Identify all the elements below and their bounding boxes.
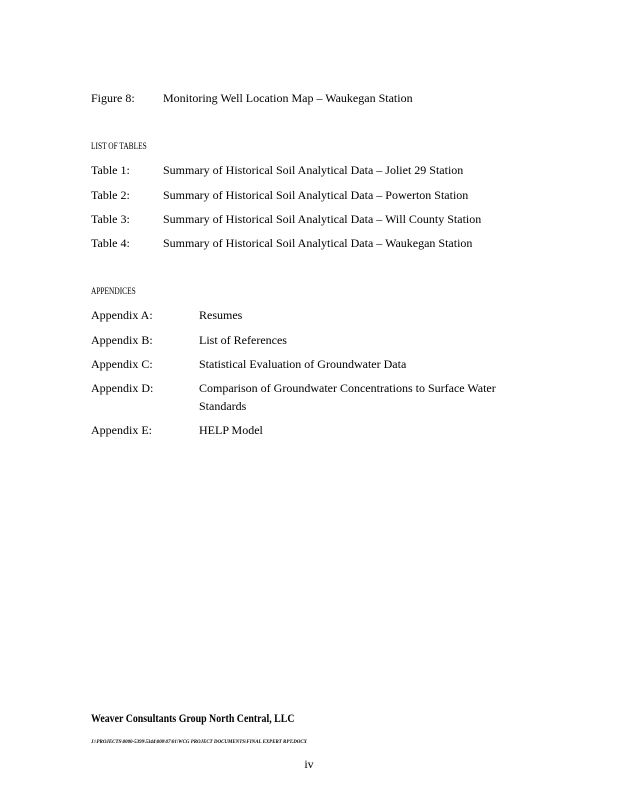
figure-description: Monitoring Well Location Map – Waukegan Station: [163, 91, 413, 105]
appendix-description: HELP Model: [199, 423, 263, 437]
appendix-label: Appendix E:: [91, 423, 152, 437]
table-label: Table 4:: [91, 236, 130, 250]
appendix-label: Appendix A:: [91, 308, 153, 322]
page-number: iv: [304, 757, 314, 771]
table-label: Table 2:: [91, 188, 130, 202]
appendix-label: Appendix B:: [91, 333, 153, 347]
table-description: Summary of Historical Soil Analytical Data – Joliet 29 Station: [163, 163, 464, 177]
table-description: Summary of Historical Soil Analytical Data – Powerton Station: [163, 188, 469, 202]
table-description: Summary of Historical Soil Analytical Data – Waukegan Station: [163, 236, 473, 250]
table-label: Table 1:: [91, 163, 130, 177]
table-description: Summary of Historical Soil Analytical Data – Will County Station: [163, 212, 482, 226]
footer-file-path: J:\PROJECTS\0000-5399\5344\000\07\01\WCG PROJECT DOCUMENTS\FINAL EXPERT RPT.DOCX: [91, 739, 307, 745]
appendix-description: Resumes: [199, 308, 243, 322]
list-of-tables-heading: LIST OF TABLES: [91, 141, 147, 151]
footer-firm-name: Weaver Consultants Group North Central, LLC: [91, 713, 295, 725]
appendix-description-continued: Standards: [199, 399, 247, 413]
appendix-label: Appendix D:: [91, 381, 154, 395]
table-label: Table 3:: [91, 212, 130, 226]
appendices-heading: APPENDICES: [91, 286, 136, 296]
appendix-description: Statistical Evaluation of Groundwater Data: [199, 357, 407, 371]
appendix-label: Appendix C:: [91, 357, 153, 371]
appendix-description: List of References: [199, 333, 287, 347]
appendix-description: Comparison of Groundwater Concentrations to Surface Water: [199, 381, 496, 395]
figure-label: Figure 8:: [91, 91, 135, 105]
